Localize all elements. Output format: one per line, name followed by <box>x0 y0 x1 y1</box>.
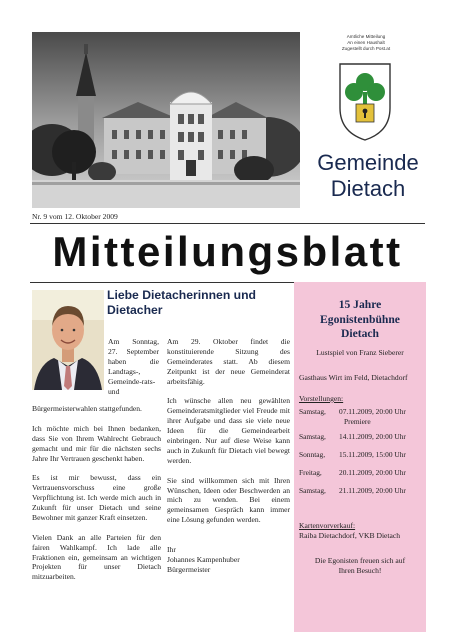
event-footer <box>294 556 426 576</box>
show-time: 14.11.2009, 20:00 Uhr <box>339 432 406 441</box>
town-hall-photo <box>32 32 300 208</box>
article-paragraph: Sie sind willkommen sich mit Ihren Wünschen, Ideen oder Beschwerden an mich zu wenden. Bei einem gemeinsamen Gespräch kann immer eine Lösung gefunden werden. <box>167 475 290 525</box>
article-paragraph: Ich möchte mich bei Ihnen bedanken, dass Sie von Ihrem Wahlrecht Gebrauch gemacht und mir für die nächsten sechs Jahre Ihr Vertrauen geschenkt haben. <box>32 423 161 463</box>
show-day: Samstag, <box>299 432 326 441</box>
article-paragraph: Am Sonntag, 27. September haben die Landtags-, Gemeinde-rats- und <box>108 337 159 396</box>
article-paragraph: Am 29. Oktober findet die konstituierende Sitzung des Gemeinderates statt. Ab diesem Zeitpunkt ist der neue Gemeinderat arbeitsfähig. <box>167 337 290 386</box>
show-time: 15.11.2009, 15:00 Uhr <box>339 450 406 459</box>
municipal-crest-icon <box>336 60 394 144</box>
mayor-portrait <box>32 290 104 390</box>
postal-line: Amtliche Mitteilung <box>346 34 386 39</box>
postal-note <box>314 34 418 52</box>
issue-number: Nr. 9 vom 12. Oktober 2009 <box>32 212 118 221</box>
article-column-1 <box>32 404 161 592</box>
event-venue: Gasthaus Wirt im Feld, Dietachdorf <box>299 373 408 382</box>
event-title-line: Dietach <box>341 327 379 340</box>
show-time: 07.11.2009, 20:00 Uhr <box>339 407 406 416</box>
article-paragraph: Vielen Dank an alle Parteien für den fairen Wahlkampf. Ich lade alle Fraktionen ein, gemeinsam an wichtigen Projekten für unser Dietach mitzuarbeiten. <box>32 532 161 582</box>
article-heading: Liebe Dietacherinnen und Dietacher <box>107 288 256 317</box>
article-paragraph: Bürgermeisterwahlen stattgefunden. <box>32 404 142 413</box>
municipality-line1: Gemeinde <box>317 150 419 175</box>
event-title-line: 15 Jahre <box>338 298 382 311</box>
municipality-line2: Dietach <box>330 176 406 201</box>
show-day: Sonntag, <box>299 450 326 459</box>
event-title-line: Egonistenbühne <box>320 312 400 326</box>
event-subtitle: Lustspiel von Franz Sieberer <box>316 348 404 357</box>
event-footer-line: Die Egonisten freuen sich auf <box>314 556 406 565</box>
event-title <box>294 298 426 342</box>
article-paragraph: Ich wünsche allen neu gewählten Gemeinderatsmitglieder viel Freude mit ihrer Aufgabe und dass sie viele neue Ideen für die Gemeindearbeit einbringen. Nur auf diese Weise kann auch in Zukunft für Dietach viel bewegt werden. <box>167 396 290 465</box>
article-column-2 <box>167 337 290 575</box>
masthead-title: Mitteilungsblatt <box>52 228 403 275</box>
postal-line: Zugestellt durch Post.at <box>341 46 391 51</box>
shows-label: Vorstellungen: <box>299 394 344 403</box>
show-day: Freitag, <box>299 468 322 477</box>
show-day: Samstag, <box>299 486 326 495</box>
signature-title: Bürgermeister <box>167 564 211 574</box>
show-day: Samstag, <box>299 407 326 416</box>
article-paragraph: Es ist mir bewusst, dass ein Vertrauensvorschuss eine große Verpflichtung ist. Ich werde mich auch in Zukunft für unser Dietach und seine Bewohner mit ganzer Kraft einsetzen. <box>32 473 161 522</box>
show-note: Premiere <box>344 416 371 426</box>
signature-name: Johannes Kampenhuber <box>167 554 240 564</box>
municipality-name <box>298 150 438 202</box>
article-intro <box>108 337 159 396</box>
show-time: 20.11.2009, 20:00 Uhr <box>339 468 406 477</box>
postal-line: An einen Haushalt <box>347 40 385 45</box>
presale-label: Kartenvorverkauf: <box>299 521 356 530</box>
signature-greeting: Ihr <box>167 544 176 554</box>
event-footer-line: Ihren Besuch! <box>338 565 382 575</box>
show-time: 21.11.2009, 20:00 Uhr <box>339 486 406 495</box>
presale-locations: Raiba Dietachdorf, VKB Dietach <box>299 531 401 540</box>
